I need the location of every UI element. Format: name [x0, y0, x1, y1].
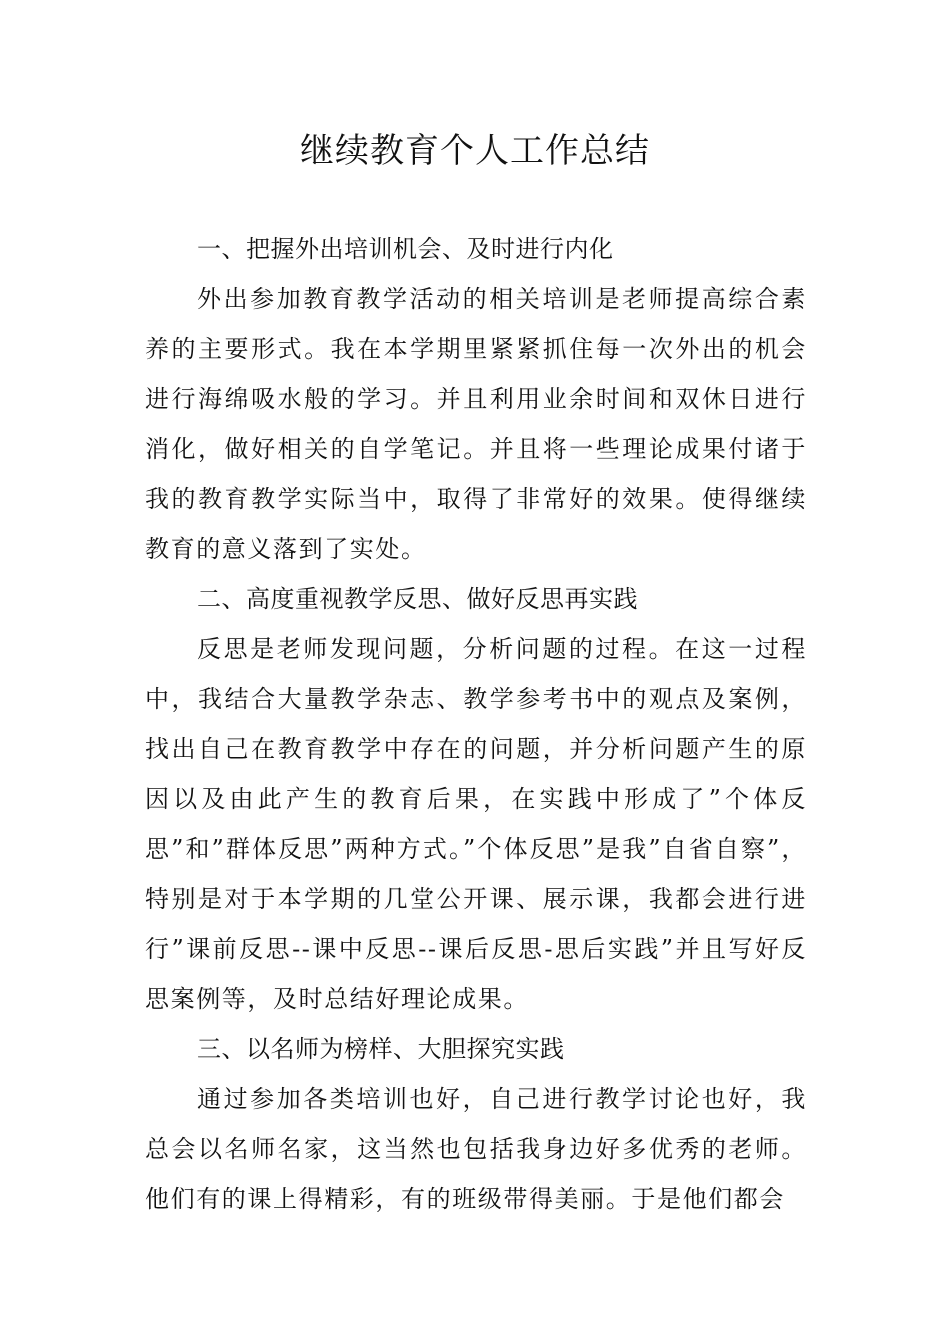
section-paragraph-2: 反思是老师发现问题，分析问题的过程。在这一过程中，我结合大量教学杂志、教学参考书中的观点及案例，找出自己在教育教学中存在的问题，并分析问题产生的原因以及由此产生的教育后果，在实践中形成了”个体反思”和”群体反思”两种方式。”个体反思”是我”自省自察”，特别是对于本学期的几堂公开课、展示课，我都会进行进行”课前反思--课中反思--课后反思-思后实践”并且写好反思案例等，及时总结好理论成果。: [145, 635, 807, 1013]
section-paragraph-3: 通过参加各类培训也好，自己进行教学讨论也好，我总会以名师名家，这当然也包括我身边好多优秀的老师。他们有的课上得精彩，有的班级带得美丽。于是他们都会: [145, 1085, 807, 1213]
section-paragraph-1: 外出参加教育教学活动的相关培训是老师提高综合素养的主要形式。我在本学期里紧紧抓住每一次外出的机会进行海绵吸水般的学习。并且利用业余时间和双休日进行消化，做好相关的自学笔记。并且将一些理论成果付诸于我的教育教学实际当中，取得了非常好的效果。使得继续教育的意义落到了实处。: [145, 285, 807, 563]
document-title: 继续教育个人工作总结: [300, 131, 650, 171]
section-heading-2: 二、高度重视教学反思、做好反思再实践: [197, 585, 638, 613]
section-heading-3: 三、以名师为榜样、大胆探究实践: [197, 1035, 565, 1063]
document-body: [145, 224, 807, 1224]
section-heading-1: 一、把握外出培训机会、及时进行内化: [197, 235, 614, 263]
